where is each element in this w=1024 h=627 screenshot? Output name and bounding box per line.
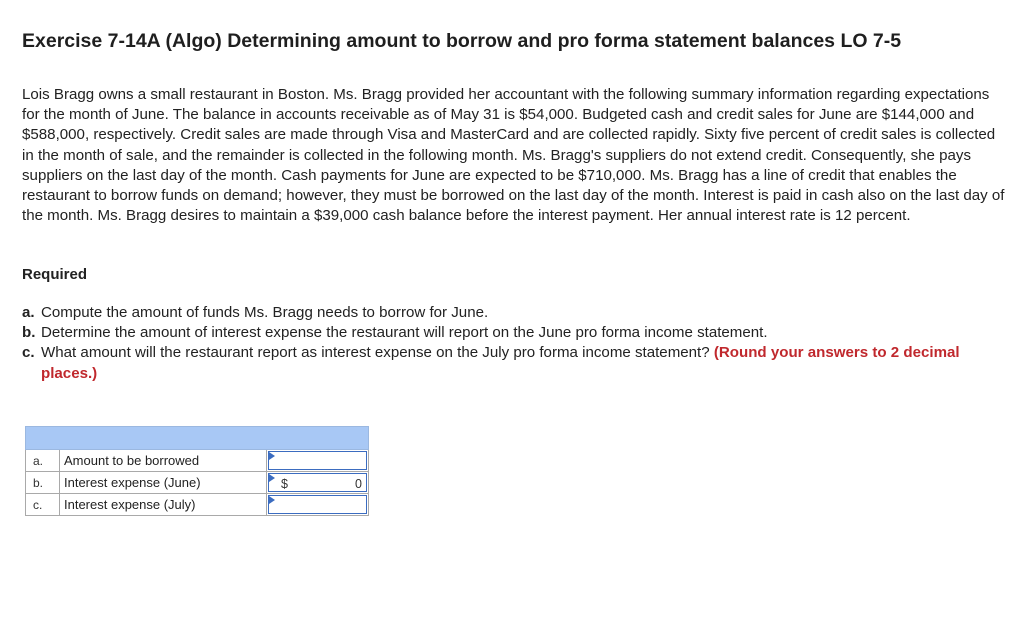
row-letter: c. [26,494,60,516]
table-row-b [26,472,369,494]
question-letter: a. [22,304,35,321]
currency-symbol: $ [281,477,288,491]
interest-june-cell [267,472,369,494]
question-text: Determine the amount of interest expense the restaurant will report on the June pro forma income statement. [41,324,768,342]
amount-borrowed-input[interactable] [268,451,367,470]
question-item-c [22,343,1012,383]
question-text: Compute the amount of funds Ms. Bragg needs to borrow for June. [41,304,489,321]
question-item-b [22,323,1012,343]
question-letter: b. [22,324,36,342]
table-header-cell [26,427,369,450]
row-letter: b. [26,472,60,494]
row-label: Interest expense (June) [60,472,267,494]
question-text: What amount will the restaurant report as interest expense on the July pro forma income statement? [41,344,714,362]
input-marker-icon [269,452,275,460]
input-marker-icon [269,496,275,504]
question-item-a [22,303,1012,323]
required-heading: Required [22,266,88,283]
interest-june-input[interactable] [268,473,367,492]
row-label: Interest expense (July) [60,494,267,516]
question-list [22,303,1012,384]
rounding-instruction: (Round your answers to 2 decimal places.) [41,344,960,382]
interest-july-cell [267,494,369,516]
row-label: Amount to be borrowed [60,450,267,472]
table-row-a [26,450,369,472]
answer-table [25,426,369,516]
interest-july-input[interactable] [268,495,367,514]
input-value: 0 [355,477,362,491]
table-row-c [26,494,369,516]
input-marker-icon [269,474,275,482]
question-letter: c. [22,344,35,362]
row-letter: a. [26,450,60,472]
amount-borrowed-cell [267,450,369,472]
problem-description: Lois Bragg owns a small restaurant in Boston. Ms. Bragg provided her accountant with the following summary information regarding expectations for the month of June. The balance in accounts receivable as of May 31 is $54,000. Budgeted cash and credit sales for June are $144,000 and $588,000, respectively. Credit sales are made through Visa and MasterCard and are collected rapidly. Sixty five percent of credit sales is collected in the month of sale, and the remainder is collected in the following month. Ms. Bragg's suppliers do not extend credit. Consequently, she pays suppliers on the last day of the month. Cash payments for June are expected to be $710,000. Ms. Bragg has a line of credit that enables the restaurant to borrow funds on demand; however, they must be borrowed on the last day of the month. Interest is paid in cash also on the last day of the month. Ms. Bragg desires to maintain a $39,000 cash balance before the interest payment. Her annual interest rate is 12 percent. [22,86,1005,225]
exercise-title: Exercise 7-14A (Algo) Determining amount to borrow and pro forma statement balances LO 7-5 [22,30,902,52]
table-header-row [26,427,369,450]
